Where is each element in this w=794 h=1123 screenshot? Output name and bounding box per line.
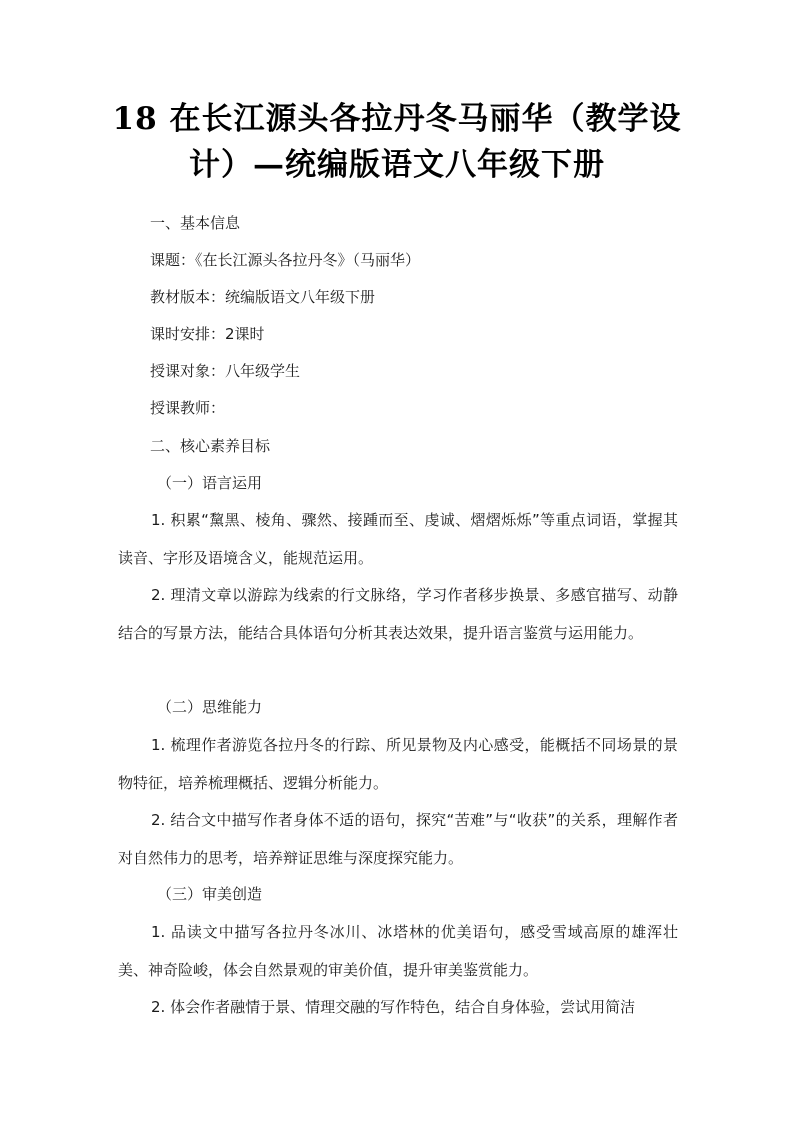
goal-paragraph: 1. 梳理作者游览各拉丹冬的行踪、所见景物及内心感受，能概括不同场景的景物特征，培养梳理概括、逻辑分析能力。 xyxy=(118,736,678,792)
section-heading-basic-info: 一、基本信息 xyxy=(150,214,241,232)
lesson-title-line: 课题：《在长江源头各拉丹冬》（马丽华） xyxy=(150,251,421,269)
teacher-line: 授课教师： xyxy=(150,399,226,417)
goal-paragraph: 1. 积累“黧黑、棱角、骤然、接踵而至、虔诚、熠熠烁烁”等重点词语，掌握其读音、字形及语境含义，能规范运用。 xyxy=(118,511,678,567)
textbook-edition-line: 教材版本：统编版语文八年级下册 xyxy=(150,288,376,306)
goal-paragraph: 2. 结合文中描写作者身体不适的语句，探究“苦难”与“收获”的关系，理解作者对自然伟力的思考，培养辩证思维与深度探究能力。 xyxy=(118,811,678,867)
subsection-heading-thinking: （二）思维能力 xyxy=(157,698,263,716)
goal-paragraph: 2. 理清文章以游踪为线索的行文脉络，学习作者移步换景、多感官描写、动静结合的写景方法，能结合具体语句分析其表达效果，提升语言鉴赏与运用能力。 xyxy=(118,586,678,642)
schedule-line: 课时安排：2课时 xyxy=(150,325,265,343)
subsection-heading-language: （一）语言运用 xyxy=(157,474,263,492)
document-title: 18 在长江源头各拉丹冬马丽华（教学设计）—统编版语文八年级下册 xyxy=(112,101,682,183)
audience-line: 授课对象：八年级学生 xyxy=(150,362,301,380)
subsection-heading-aesthetic: （三）审美创造 xyxy=(157,885,263,903)
section-heading-core-goals: 二、核心素养目标 xyxy=(150,437,271,455)
goal-paragraph: 2. 体会作者融情于景、情理交融的写作特色，结合自身体验，尝试用简洁 xyxy=(151,998,636,1016)
goal-paragraph: 1. 品读文中描写各拉丹冬冰川、冰塔林的优美语句，感受雪域高原的雄浑壮美、神奇险峻，体会自然景观的审美价值，提升审美鉴赏能力。 xyxy=(118,923,678,979)
